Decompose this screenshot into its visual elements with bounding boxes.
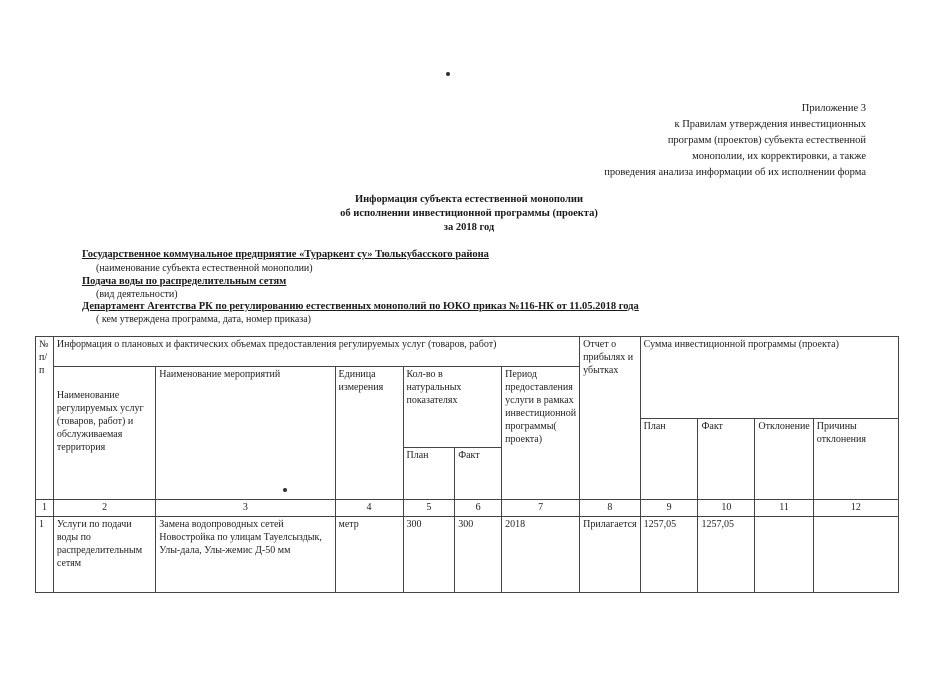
subject-approval-note: ( кем утверждена программа, дата, номер приказа)	[96, 314, 312, 325]
row-sum-fact: 1257,05	[698, 517, 755, 593]
subject-approval: Департамент Агентства РК по регулированию естественных монополий по ЮКО приказ №116-НК от 11.05.2018 года	[82, 301, 639, 312]
header-sum-plan: План	[640, 419, 698, 500]
column-number: 6	[455, 500, 502, 517]
header-fact: Факт	[455, 448, 502, 500]
row-period: 2018	[502, 517, 580, 593]
column-number: 9	[640, 500, 698, 517]
title-line-3: за 2018 год	[443, 222, 495, 233]
appendix-line-1: Приложение 3	[801, 103, 866, 114]
column-number: 10	[698, 500, 755, 517]
column-number: 5	[403, 500, 455, 517]
header-period: Период предоставления услуги в рамках инвестиционной программы( проекта)	[502, 367, 580, 500]
table-row	[36, 517, 899, 593]
scan-speck	[283, 488, 287, 492]
row-report: Прилагается	[580, 517, 641, 593]
header-sum-fact: Факт	[698, 419, 755, 500]
header-number: № п/п	[36, 337, 54, 500]
row-fact: 300	[455, 517, 502, 593]
header-sum: Сумма инвестиционной программы (проекта)	[640, 337, 898, 419]
appendix-line-5: проведения анализа информации об их исполнении форма	[604, 167, 866, 178]
row-service: Услуги по подачи воды по распределительным сетям	[53, 517, 155, 593]
column-number: 12	[813, 500, 898, 517]
header-unit: Единица измерения	[335, 367, 403, 500]
column-number: 3	[156, 500, 335, 517]
appendix-line-4: монополии, их корректировки, а также	[692, 151, 866, 162]
title-line-1: Информация субъекта естественной монополии	[354, 194, 584, 205]
appendix-line-2: к Правилам утверждения инвестиционных	[674, 119, 866, 130]
column-number-row	[36, 500, 899, 517]
column-number: 7	[502, 500, 580, 517]
investment-table	[35, 336, 899, 593]
header-service: Наименование регулируемых услуг (товаров, работ) и обслуживаемая территория	[53, 367, 155, 500]
column-number: 1	[36, 500, 54, 517]
header-info: Информация о плановых и фактических объемах предоставления регулируемых услуг (товаров, работ)	[53, 337, 579, 367]
appendix-header	[604, 101, 866, 181]
row-unit: метр	[335, 517, 403, 593]
row-reasons	[813, 517, 898, 593]
row-number: 1	[36, 517, 54, 593]
header-report: Отчет о прибылях и убытках	[580, 337, 641, 500]
header-measures: Наименование мероприятий	[156, 367, 335, 500]
subject-name-note: (наименование субъекта естественной монополии)	[96, 263, 313, 274]
row-plan: 300	[403, 517, 455, 593]
subject-activity: Подача воды по распределительным сетям	[82, 276, 287, 287]
column-number: 2	[53, 500, 155, 517]
header-deviation: Отклонение	[755, 419, 813, 500]
header-quantity: Кол-во в натуральных показателях	[403, 367, 502, 448]
subject-activity-note: (вид деятельности)	[96, 289, 178, 300]
row-measure: Замена водопроводных сетей Новостройка по улицам Тауелсыздык, Улы-дала, Улы-жемис Д-50 мм	[156, 517, 335, 593]
row-deviation	[755, 517, 813, 593]
title-line-2: об исполнении инвестиционной программы (проекта)	[340, 208, 598, 219]
subject-name: Государственное коммунальное предприятие «Тураркент су» Тюлькубасского района	[82, 249, 489, 260]
document-title	[0, 193, 938, 235]
header-plan: План	[403, 448, 455, 500]
scan-speck	[446, 72, 450, 76]
row-sum-plan: 1257,05	[640, 517, 698, 593]
header-reasons: Причины отклонения	[813, 419, 898, 500]
column-number: 4	[335, 500, 403, 517]
appendix-line-3: программ (проектов) субъекта естественной	[667, 135, 866, 146]
column-number: 8	[580, 500, 641, 517]
column-number: 11	[755, 500, 813, 517]
